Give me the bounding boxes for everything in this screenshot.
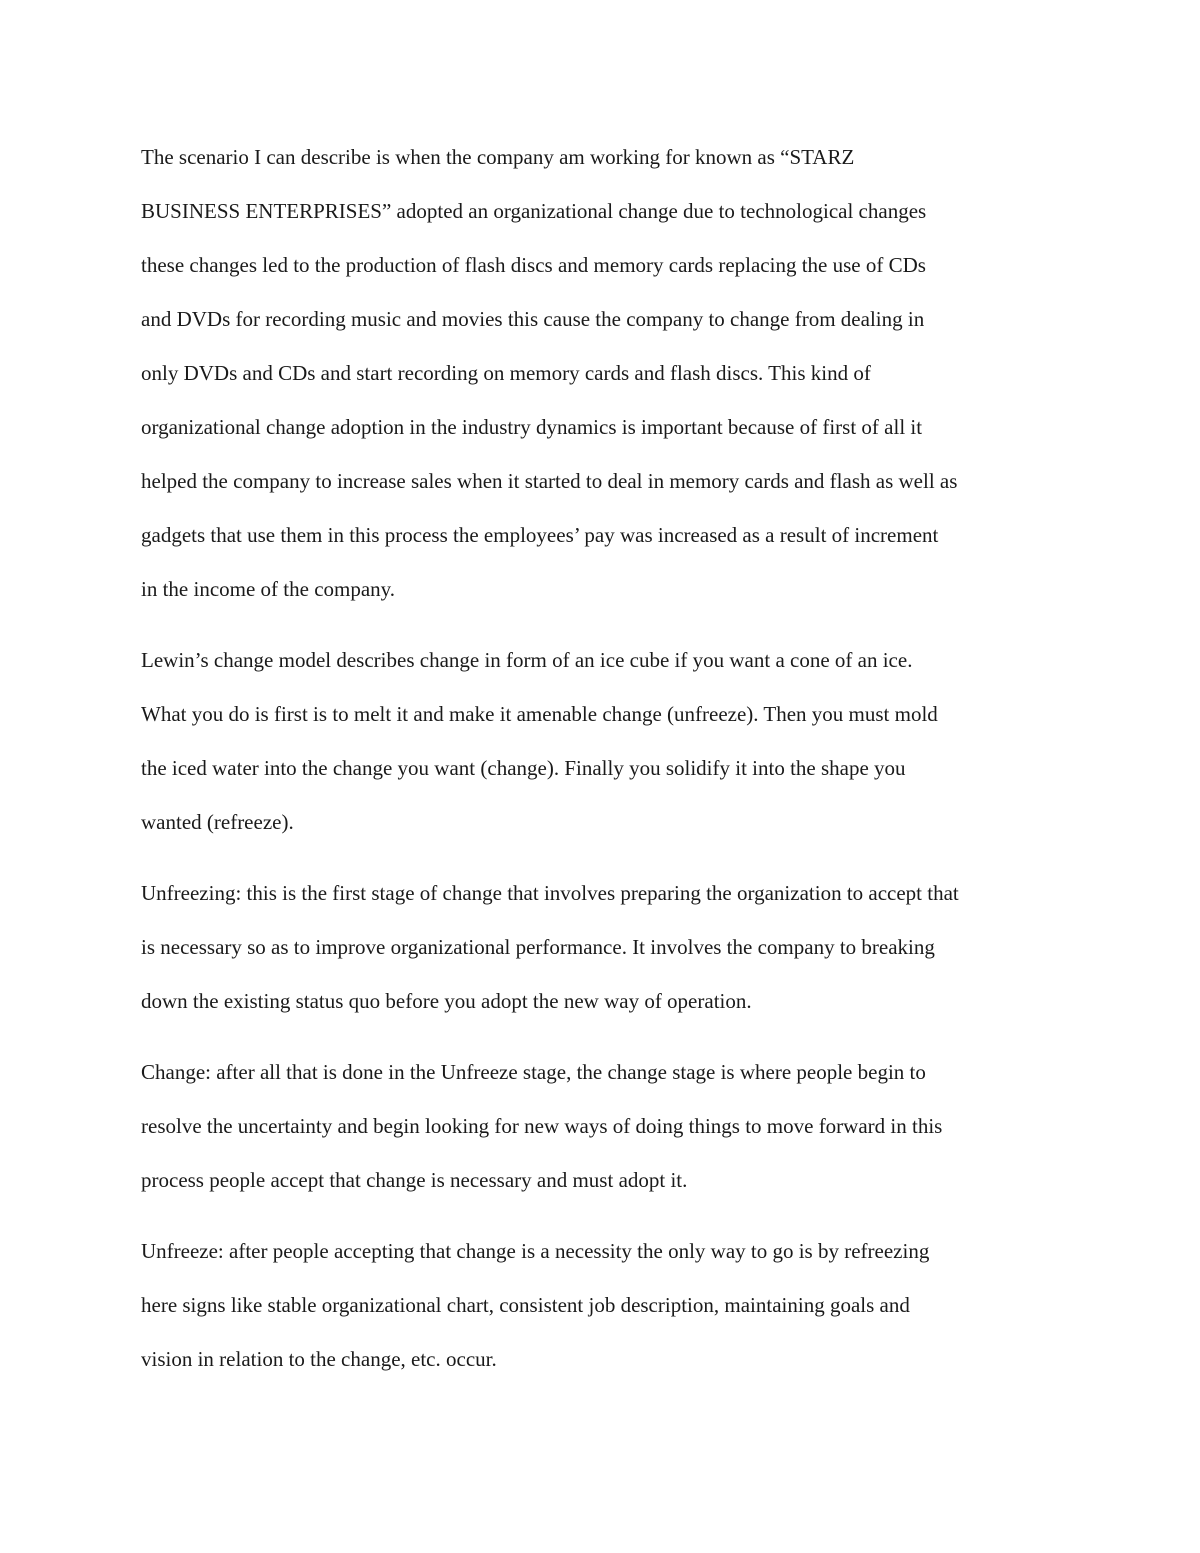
document-body [141, 130, 1071, 1386]
text-line: BUSINESS ENTERPRISES” adopted an organizational change due to technological changes [141, 199, 927, 223]
text-line: in the income of the company. [141, 577, 396, 601]
text-line: gadgets that use them in this process the employees’ pay was increased as a result of increment [141, 523, 939, 547]
text-line: The scenario I can describe is when the company am working for known as “STARZ [141, 145, 855, 169]
text-line: organizational change adoption in the industry dynamics is important because of first of all it [141, 415, 923, 439]
text-line: and DVDs for recording music and movies this cause the company to change from dealing in [141, 307, 925, 331]
text-line: these changes led to the production of flash discs and memory cards replacing the use of CDs [141, 253, 926, 277]
text-line: vision in relation to the change, etc. occur. [141, 1347, 497, 1371]
text-line: here signs like stable organizational chart, consistent job description, maintaining goals and [141, 1293, 910, 1317]
text-line: only DVDs and CDs and start recording on memory cards and flash discs. This kind of [141, 361, 871, 385]
text-line: the iced water into the change you want (change). Finally you solidify it into the shape you [141, 756, 906, 780]
text-line: Unfreezing: this is the first stage of change that involves preparing the organization to accept that [141, 881, 959, 905]
text-line: wanted (refreeze). [141, 810, 294, 834]
text-line: Lewin’s change model describes change in form of an ice cube if you want a cone of an ice. [141, 648, 913, 672]
paragraph-change [141, 1045, 1071, 1207]
text-line: resolve the uncertainty and begin looking for new ways of doing things to move forward in this [141, 1114, 943, 1138]
text-line: What you do is first is to melt it and make it amenable change (unfreeze). Then you must mold [141, 702, 938, 726]
text-line: down the existing status quo before you adopt the new way of operation. [141, 989, 752, 1013]
text-line: Unfreeze: after people accepting that change is a necessity the only way to go is by refreezing [141, 1239, 930, 1263]
paragraph-refreeze [141, 1224, 1071, 1386]
paragraph-lewin-model [141, 633, 1071, 849]
text-line: process people accept that change is necessary and must adopt it. [141, 1168, 688, 1192]
paragraph-scenario [141, 130, 1071, 616]
paragraph-unfreezing [141, 866, 1071, 1028]
text-line: Change: after all that is done in the Unfreeze stage, the change stage is where people begin to [141, 1060, 926, 1084]
text-line: is necessary so as to improve organizational performance. It involves the company to breaking [141, 935, 935, 959]
text-line: helped the company to increase sales when it started to deal in memory cards and flash as well as [141, 469, 958, 493]
